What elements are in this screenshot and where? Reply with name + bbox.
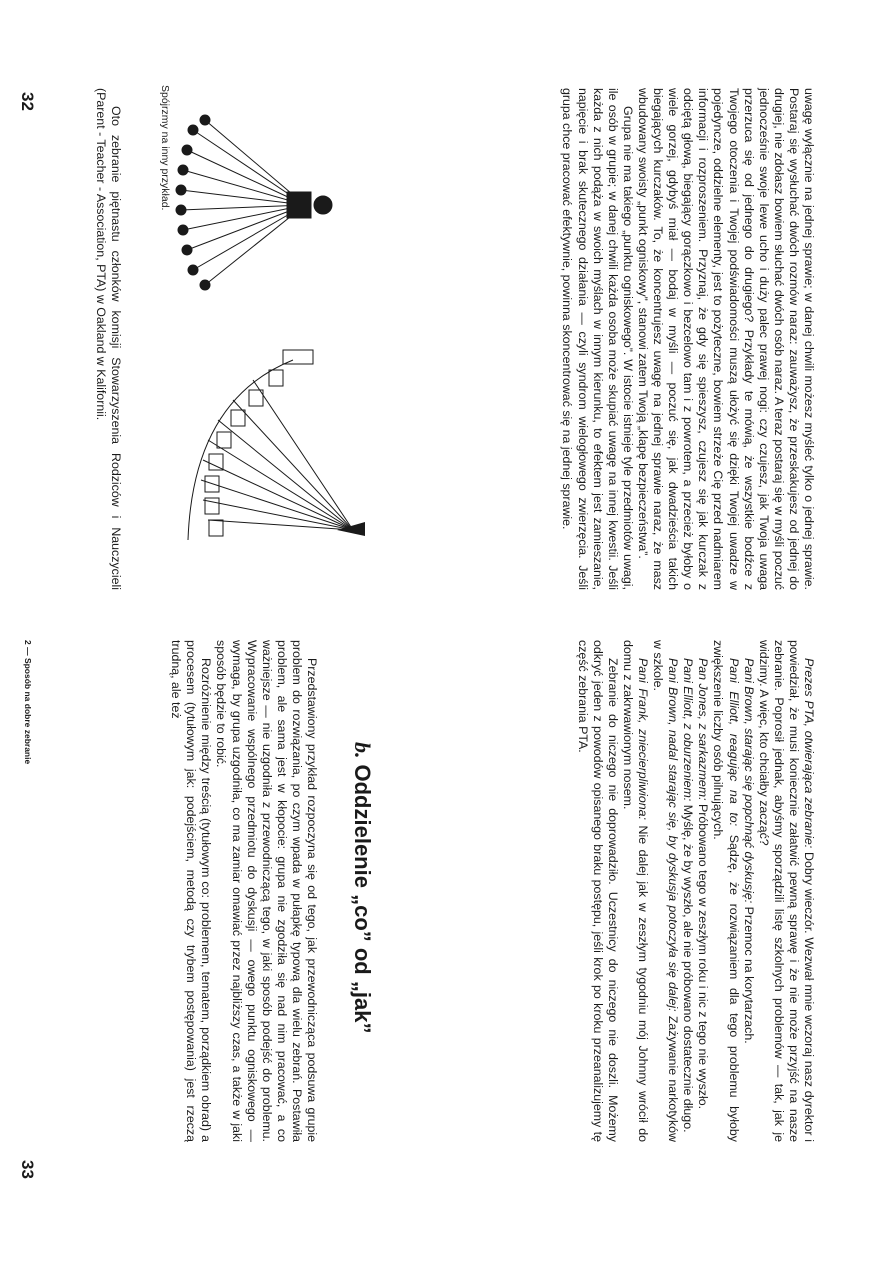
dialogue-text: Przemoc na korytarzach. — [741, 903, 756, 1044]
dialogue-text: Dobry wieczór. Wezwał mnie wczoraj nasz dyrektor i powiedział, że musi koniecznie załatwić pewną sprawę i że nie może przyjść na nasze zebranie. Poprosił jednak, abyśmy sporządzili listę szkolnych problemów — tak, jak je widzimy. A więc, kto chciałby zacząć? — [756, 640, 816, 1143]
speaker: Prezes PTA, otwierająca zebranie: — [802, 658, 816, 849]
speaker: Pani Frank, zniecierpliwiona: — [635, 658, 650, 820]
dialogue-text: Myślę, że by wyszło, ale nie próbowano dostatecznie długo. — [681, 801, 696, 1133]
paragraph: Oto zebranie piętnastu członków komisji Stowarzyszenia Rodziców i Nauczycieli (Parent - Teacher - Association, PTA) w Oakland w Kalifornii. — [93, 88, 123, 590]
dialogue-line — [680, 640, 695, 1142]
section-title: Oddzielenie „co” od „jak” — [350, 764, 375, 1034]
section-heading — [349, 742, 375, 1162]
dialogue-text: Zażywanie narkotyków w szkole. — [651, 640, 681, 1142]
focus-single-figure — [173, 110, 363, 300]
paragraph: Rozróżnienie między treścią (tytułowym co: problemem, tematem, porządkiem obrad) a procesem (tytułowym jak: podejściem, metodą czy trybem postępowania) jest rzeczą trudną, ale też — [169, 640, 214, 1142]
speaker: Pani Brown, starając się popchnąć dyskusję: — [741, 658, 756, 904]
paragraph: Przedstawiony przykład rozpoczyna się od tego, jak przewodnicząca podsuwa grupie problem do rozwiązania, po czym wpada w pułapkę typową dla wielu zebrań. Postawiła problem, ale sama jest w kłopocie: grupa nie zgodziła się nad nim pracować, a co ważniejsze — nie uzgodniła z przewodniczącą tego, w jaki sposób podejść do problemu. Wypracowanie wspólnego przedmiotu do dyskusji — owego punktu ogniskowego — wymaga, by grupa uzgodniła, co ma zamiar omawiać przez najbliższy czas, a także w jaki sposób będzie to robić. — [214, 640, 319, 1142]
dialogue-line — [695, 640, 710, 1142]
dialogue-line — [650, 640, 680, 1142]
dialogue-line — [575, 640, 620, 1142]
page-33 — [0, 632, 893, 1263]
paragraph: Grupa nie ma takiego „punktu ogniskowego”. W istocie istnieje tyle przedmiotów uwagi, ile osób w grupie; w danej chwili każda osoba może skupiać uwagę na innej kwestii. Jeśli każda z nich podąża w swoich myślach w innym kierunku, to efektem jest zamieszanie, napięcie i brak skutecznego działania — czyli syndrom wielogłowego zwierzęcia. Jeśli grupa chce pracować efektywnie, powinna skoncentrować się na jednej sprawie. — [560, 88, 635, 590]
page-number-right: 33 — [18, 1160, 37, 1179]
dialogue-line — [710, 640, 740, 1142]
dialogue-text: Próbowano tego w zeszłym roku i nic z tego nie wyszło. — [696, 800, 711, 1110]
paragraph: uwagę wyłącznie na jednej sprawie; w danej chwili możesz myśleć tylko o jednej sprawie. Postaraj się wysłuchać dwóch rozmów naraz: zauważysz, że przeskakujesz od jednej do drugiej, nie zdołasz bowiem słuchać dwóch osób naraz. A teraz postaraj się w myśli poczuć jednocześnie swoje lewe ucho i duży palec prawej nogi: czy czujesz, jak Twoja uwaga przerzuca się od jednego do drugiego? Przykłady te mówią, że wszystkie bodźce z Twojego otoczenia i Twojej podświadomości muszą ułożyć się dzięki Twojej uwadze w pojedyncze, oddzielne elementy, jest to pożyteczne, bowiem strzeże Cię przed nadmiarem informacji i rozproszeniem. Przyznaj, że gdy się spieszysz, czujesz się jak kurczak z odciętą głową, biegający gorączkowo i bezcelowo tam i z powrotem, a przecież byłoby o wiele gorzej, gdybyś miał — bodaj w myśli — poczuć się, jak dwadzieścia takich biegających kurczaków. To, że koncentrujesz uwagę na jednej sprawie naraz, że masz wbudowany swoisty „punkt ogniskowy”, stanowi zatem Twoją „klapę bezpieczeństwa”. — [635, 88, 816, 590]
dialogue-line — [620, 640, 650, 1142]
dialogue-text: Nie dalej jak w zeszłym tygodniu mój Johnny wrócił do domu z zakrwawionym nosem. — [620, 640, 650, 1142]
running-footer: 2 — Sposób na dobre zebranie — [23, 640, 33, 765]
speaker: Pan Jones, z sarkazmem: — [696, 658, 711, 801]
page-33-dialogue — [575, 640, 817, 1142]
section-letter: b. — [350, 742, 375, 759]
dialogue-text: Zebranie do niczego nie doprowadziło. Uczestnicy do niczego nie doszli. Możemy odkryć jeden z powodów opisanego braku postępu, jeśli krok po kroku przeanalizujemy tę część zebrania PTA. — [575, 640, 620, 1142]
dialogue-text: Sądzę, że rozwiązaniem dla tego problemu byłoby zwiększenie liczby osób pilnujących. — [711, 640, 741, 1142]
group-meeting-figure — [173, 340, 373, 550]
figure-caption: Spójrzmy na inny przykład. — [159, 85, 171, 211]
page-33-section-text — [168, 640, 319, 1142]
speaker: Pani Brown, nadal starając się, by dyskusja potoczyła się dalej: — [666, 658, 681, 1012]
page-number-left: 32 — [18, 92, 37, 111]
dialogue-line — [741, 640, 756, 1142]
speaker: Pani Elliott, reagując na to: — [726, 658, 741, 827]
page-32-text-top — [559, 88, 816, 590]
page-32-text-bottom — [93, 88, 123, 590]
speaker: Pani Elliott, z oburzeniem: — [681, 658, 696, 802]
dialogue-line — [756, 640, 816, 1142]
